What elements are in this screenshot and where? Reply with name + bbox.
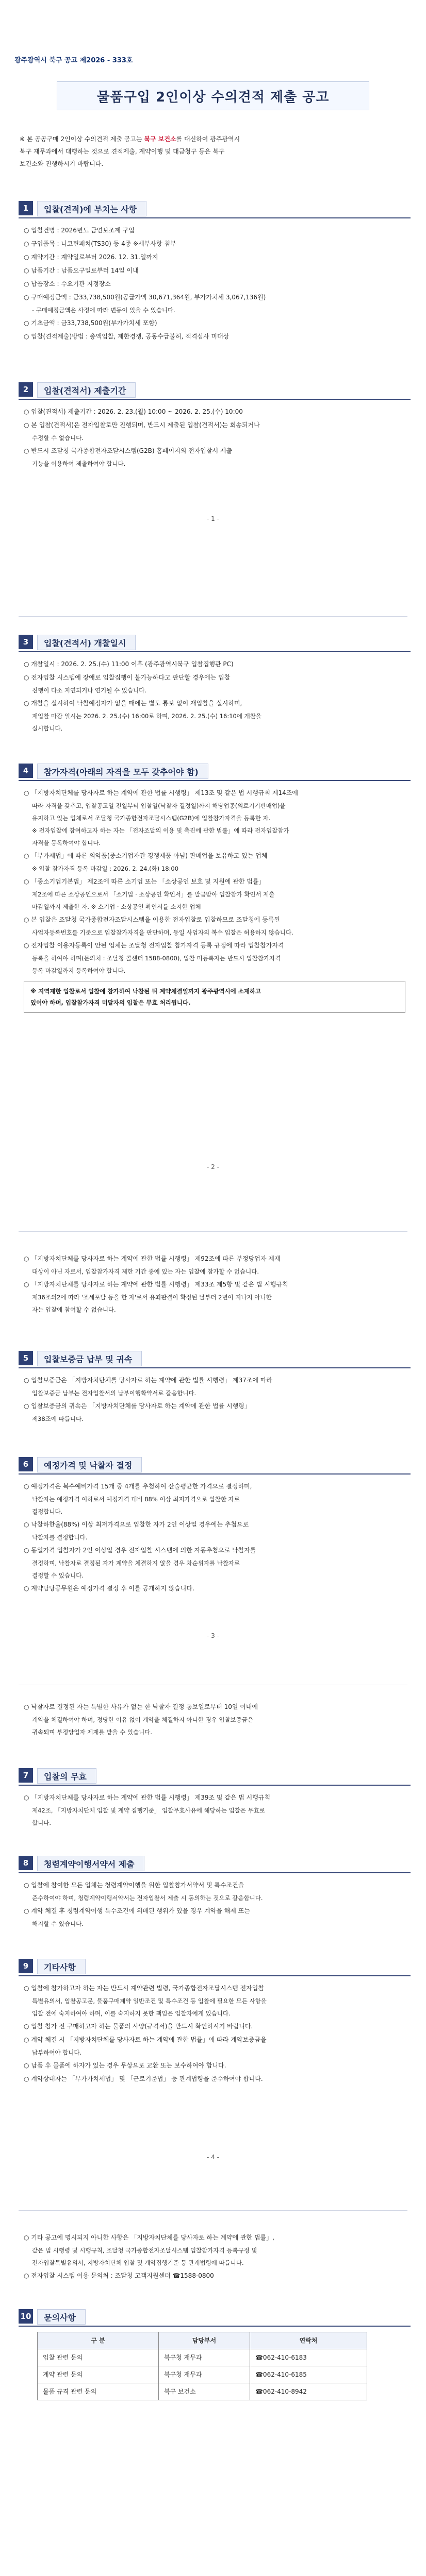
notice-line: 등록 마감일까지 등록하여야 합니다. [32, 967, 126, 974]
notice-line: ○ 동일가격 입찰자가 2인 이상일 경우 전자입찰 시스템에 의한 자동추첨으로 낙찰자를 [24, 1547, 256, 1554]
notice-line: ※ 전자입찰에 참여하고자 하는 자는 「전자조달의 이용 및 촉진에 관한 법률」에 따라 전자입찰참가 [32, 827, 289, 834]
notice-line: ○ 전자입찰 시스템에 장애로 입찰집행이 불가능하다고 판단할 경우에는 입찰 [24, 674, 231, 681]
notice-line: ○ 입찰건명 : 2026년도 금연보조제 구입 [24, 227, 135, 234]
notice-line: 결정합니다. [32, 1508, 63, 1515]
notice-line: ○ 「부가세법」에 따른 의약품(중소기업자간 경쟁제품 아님) 판매업을 보유하고 있는 업체 [24, 852, 268, 859]
section-title: 입찰(견적)에 부치는 사항 [37, 201, 146, 216]
notice-line: ○ 입찰 참가 전 구매하고자 하는 물품의 사양(규격서)을 반드시 확인하시기 바랍니다. [24, 2023, 253, 2030]
table-header-row [38, 2332, 367, 2349]
section-number: 7 [19, 1768, 33, 1783]
section-8 [19, 1855, 411, 1930]
notice-line: 입찰보증금 납부는 전자입찰서의 납부이행확약서로 갈음합니다. [32, 1389, 196, 1397]
notice-line: 제2조에 따른 소상공인으로서 「소기업 · 소상공인 확인서」를 발급받아 입찰참가 확인서 제출 [32, 891, 275, 898]
notice-line: ○ 계약 체결 시 「지방자치단체를 당사자로 하는 계약에 관한 법률」에 따라 계약보증금을 [24, 2036, 267, 2043]
section-number: 10 [19, 2309, 33, 2324]
notice-line: 결정하며, 낙찰자로 결정된 자가 계약을 체결하지 않을 경우 차순위자를 낙찰자로 [32, 1560, 240, 1567]
notice-line: ○ 구매예정금액 : 금33,738,500원(공급가액 30,671,364원, 부가가치세 3,067,136원) [24, 294, 266, 301]
notice-line: 낙찰자를 결정합니다. [32, 1534, 88, 1541]
intro-line: 북구 재무과에서 대행하는 것으로 견적제출, 계약이행 및 대금청구 등은 북구 [20, 148, 225, 155]
notice-line: 마감일까지 제출한 자. ※ 소기업 · 소상공인 확인서를 소지한 업체 [32, 903, 201, 910]
notice-line: ○ 전자입찰 이용자등록이 안된 업체는 조달청 전자입찰 참가자격 등록 규정에 따라 입찰참가자격 [24, 942, 284, 949]
notice-line: 제42조, 「지방자치단체 입찰 및 계약 집행기준」 입찰무효사유에 해당하는 입찰은 무효로 [32, 1807, 265, 1814]
section-header [19, 762, 411, 781]
section-title: 입찰보증금 납부 및 귀속 [37, 1351, 142, 1366]
section-number: 3 [19, 635, 33, 649]
notice-line: 실시합니다. [32, 725, 63, 732]
section-header [19, 1958, 411, 1976]
notice-line: ○ 납품 후 물품에 하자가 있는 경우 무상으로 교환 또는 보수하여야 합니다. [24, 2062, 226, 2069]
notice-line: 결정할 수 있습니다. [32, 1572, 84, 1579]
notice-line: 같은 법 시행령 및 시행규칙, 조달청 국가종합전자조달시스템 입찰참가자격 등록규정 및 [32, 2247, 257, 2254]
notice-line: ○ 예정가격은 복수예비가격 15개 중 4개를 추첨하여 산술평균한 가격으로 결정하며, [24, 1483, 252, 1490]
notice-line: ○ 구입품목 : 니코틴패치(TS30) 등 4종 ※세부사항 첨부 [24, 240, 176, 247]
section-header [19, 634, 411, 652]
table-cell: 북구청 재무과 [158, 2366, 250, 2383]
section-number: 4 [19, 764, 33, 778]
table-cell: 물품 규격 관련 문의 [38, 2383, 159, 2400]
notice-line: ○ 기타 공고에 명시되지 아니한 사항은 「지방자치단체를 당사자로 하는 계약에 관한 법률」, [24, 2234, 274, 2241]
notice-line: 계약을 체결하여야 하며, 정당한 이유 없이 계약을 체결하지 아니한 경우 입찰보증금은 [32, 1716, 254, 1723]
notice-line: ○ 입찰에 참가하고자 하는 자는 반드시 계약관련 법령, 국가종합전자조달시스템 전자입찰 [24, 1985, 264, 1992]
section-title: 입찰(견적서) 제출기간 [37, 382, 136, 398]
notice-line: ○ 계약 체결 후 청렴계약이행 특수조건에 위배된 행위가 있을 경우 계약을 해제 또는 [24, 1907, 250, 1914]
section-title: 청렴계약이행서약서 제출 [37, 1856, 144, 1871]
section-title: 기타사항 [37, 1959, 86, 1974]
table-row [38, 2383, 367, 2400]
notice-line: ○ 반드시 조달청 국가종합전자조달시스템(G2B) 홈페이지의 전자입찰서 제출 [24, 447, 233, 454]
table-row [38, 2349, 367, 2366]
title-box [57, 81, 369, 110]
notice-line: 따라 자격을 갖추고, 입찰공고일 전일부터 입찰일(낙찰자 결정일)까지 해당업종(의료기기판매업)을 [32, 802, 286, 809]
notice-line: 사업자등록번호를 기준으로 입찰참가자격을 판단하며, 동일 사업자의 복수 입찰은 허용하지 않습니다. [32, 929, 293, 936]
section-number: 6 [19, 1457, 33, 1471]
page-mark: - 4 - [207, 2154, 219, 2161]
notice-line: ○ 기초금액 : 금33,738,500원(부가가치세 포함) [24, 319, 157, 327]
notice-line: 특별유의서, 입찰공고문, 물품구매계약 일반조건 및 특수조건 등 입찰에 필요한 모든 사항을 [32, 1997, 267, 2005]
section-6 [19, 1456, 411, 1595]
notice-line: ○ 입찰에 참여한 모든 업체는 청렴계약이행을 위한 입찰참가서약서 및 특수조건을 [24, 1882, 244, 1889]
notice-line: ○ 낙찰자로 결정된 자는 특별한 사유가 없는 한 낙찰자 결정 통보일로부터 10일 이내에 [24, 1703, 258, 1710]
notice-line: ○ 납품기간 : 납품요구일로부터 14일 이내 [24, 267, 139, 274]
section-5 [19, 1350, 411, 1425]
page4-content [19, 2231, 411, 2282]
notice-line: 전자입찰특별유의서, 지방자치단체 입찰 및 계약집행기준 등 관계법령에 따릅니다. [32, 2259, 244, 2266]
table-cell: 북구 보건소 [158, 2383, 250, 2400]
notice-line: ○ 계약상대자는 「부가가치세법」 및 「근로기준법」 등 관계법령을 준수하여야 합니다. [24, 2075, 263, 2082]
notice-line: ○ 본 입찰(견적서)은 전자입찰로만 진행되며, 반드시 제출된 입찰(견적서)는 회송되거나 [24, 421, 260, 429]
notice-line: 준수하여야 하며, 청렴계약이행서약서는 전자입찰서 제출 시 동의하는 것으로 갈음합니다. [32, 1894, 263, 1902]
notice-line: 귀속되며 부정당업자 제재를 받을 수 있습니다. [32, 1728, 153, 1736]
notice-line: 낙찰자는 예정가격 이하로서 예정가격 대비 88% 이상 최저가격으로 입찰한 자로 [32, 1496, 240, 1503]
intro-note [20, 133, 406, 170]
section-header [19, 1350, 411, 1368]
notice-line: ○ 계약기간 : 계약일로부터 2026. 12. 31.일까지 [24, 253, 158, 261]
page-mark: - 1 - [207, 515, 219, 522]
notice-line: 제38조에 따릅니다. [32, 1415, 84, 1422]
notice-line: ○ 개찰일시 : 2026. 2. 25.(수) 11:00 이후 (광주광역시북구 입찰집행관 PC) [24, 660, 234, 668]
page2-content [19, 1252, 411, 1316]
section-header [19, 2308, 411, 2327]
section-4 [19, 762, 411, 1013]
table-header-cell: 담당부서 [158, 2332, 250, 2349]
notice-line: ○ 「지방자치단체를 당사자로 하는 계약에 관한 법률 시행령」 제39조 및 같은 법 시행규칙 [24, 1794, 271, 1801]
section-9 [19, 1958, 411, 2086]
table-cell: 입찰 관련 문의 [38, 2349, 159, 2366]
section-title: 문의사항 [37, 2309, 86, 2325]
notice-line: ○ 입찰보증금은 「지방자치단체를 당사자로 하는 계약에 관한 법률 시행령」 제37조에 따라 [24, 1377, 273, 1384]
page-mark: - 2 - [207, 1163, 219, 1171]
notice-line: ※ 입찰 참가자격 등록 마감일 : 2026. 2. 24.(화) 18:00 [32, 865, 179, 872]
section-number: 5 [19, 1351, 33, 1365]
notice-number: 광주광역시 북구 공고 제2026 - 333호 [14, 57, 133, 64]
page-divider [19, 1231, 407, 1232]
notice-line: 자는 입찰에 참여할 수 없습니다. [32, 1306, 116, 1313]
notice-line: ○ 「지방자치단체를 당사자로 하는 계약에 관한 법률 시행령」 제13조 및 같은 법 시행규칙 제14조에 [24, 789, 298, 796]
notice-warning-box [24, 981, 405, 1013]
section-3 [19, 634, 411, 735]
notice-line: 해지할 수 있습니다. [32, 1920, 84, 1927]
table-cell: 북구청 재무과 [158, 2349, 250, 2366]
notice-line: 대상이 아닌 자로서, 입찰참가자격 제한 기간 중에 있는 자는 입찰에 참가할 수 없습니다. [32, 1268, 259, 1275]
warning-line: ※ 지역제한 입찰로서 입찰에 참가하여 낙찰된 뒤 계약체결일까지 광주광역시에 소재하고 [30, 988, 261, 995]
notice-line: ○ 「지방자치단체를 당사자로 하는 계약에 관한 법률 시행령」 제33조 제5항 및 같은 법 시행규칙 [24, 1281, 288, 1288]
notice-line: 재입찰 마감 일시는 2026. 2. 25.(수) 16:00로 하며, 2026. 2. 25.(수) 16:10에 개찰을 [32, 713, 261, 720]
notice-line: ○ 개찰을 실시하여 낙찰예정자가 없을 때에는 별도 통보 없이 재입찰을 실시하며, [24, 700, 242, 707]
notice-line: ○ 납품장소 : 수요기관 지정장소 [24, 280, 111, 287]
table-cell: ☎062-410-8942 [250, 2383, 367, 2400]
section-number: 2 [19, 382, 33, 397]
section-number: 1 [19, 201, 33, 215]
notice-line: 등록을 하여야 하며(문의처 : 조달청 콜센터 1588-0800), 입찰 미등록자는 반드시 입찰참가자격 [32, 955, 281, 962]
notice-line: 기능을 이용하여 제출하여야 합니다. [32, 460, 126, 467]
contact-table [37, 2332, 367, 2400]
page3-content [19, 1700, 411, 1738]
table-cell: 계약 관련 문의 [38, 2366, 159, 2383]
notice-line: 수정할 수 없습니다. [32, 434, 84, 442]
section-title: 입찰의 무효 [37, 1768, 96, 1784]
intro-line: ※ 본 공공구매 2인이상 수의견적 제출 공고는 북구 보건소를 대신하여 광주광역시 [20, 135, 240, 143]
notice-line: ○ 입찰(견적서) 제출기간 : 2026. 2. 23.(월) 10:00 ~ 2026. 2. 25.(수) 10:00 [24, 408, 243, 415]
notice-line: 납부하여야 합니다. [32, 2049, 82, 2056]
table-cell: ☎062-410-6185 [250, 2366, 367, 2383]
notice-line: ○ 「중소기업기본법」 제2조에 따른 소기업 또는 「소상공인 보호 및 지원에 관한 법률」 [24, 878, 265, 885]
table-cell: ☎062-410-6183 [250, 2349, 367, 2366]
page-title: 물품구입 2인이상 수의견적 제출 공고 [96, 89, 330, 105]
notice-line: 자격을 등록하여야 합니다. [32, 839, 101, 846]
notice-line: ○ 계약담당공무원은 예정가격 결정 후 이를 공개하지 않습니다. [24, 1585, 194, 1592]
table-header-cell: 연락처 [250, 2332, 367, 2349]
page-mark: - 3 - [207, 1632, 219, 1639]
notice-line: 합니다. [32, 1819, 51, 1826]
section-header [19, 200, 411, 218]
notice-line: 제36조의2에 따라 '조세포탈 등을 한 자'로서 유죄판결이 확정된 날부터 2년이 지나지 아니한 [32, 1294, 272, 1301]
notice-line: - 구매예정금액은 사정에 따라 변동이 있을 수 있습니다. [32, 307, 175, 314]
section-7 [19, 1767, 411, 1829]
section-2 [19, 381, 411, 470]
table-header-cell: 구 분 [38, 2332, 159, 2349]
notice-line: ○ 본 입찰은 조달청 국가종합전자조달시스템을 이용한 전자입찰로 입찰하므로 조달청에 등록된 [24, 916, 280, 923]
page-divider [19, 616, 407, 617]
section-header [19, 1855, 411, 1873]
notice-line: ○ 입찰보증금의 귀속은 「지방자치단체를 당사자로 하는 계약에 관한 법률 시행령」 [24, 1402, 251, 1410]
notice-line: ○ 낙찰하한율(88%) 이상 최저가격으로 입찰한 자가 2인 이상일 경우에는 추첨으로 [24, 1521, 249, 1528]
warning-line: 있어야 하며, 입찰참가자격 미달자의 입찰은 무효 처리됩니다. [30, 999, 191, 1006]
section-1 [19, 200, 411, 343]
notice-line: ○ 전자입찰 시스템 이용 문의처 : 조달청 고객지원센터 ☎1588-0800 [24, 2272, 214, 2279]
notice-line: 유지하고 있는 업체로서 조달청 국가종합전자조달시스템(G2B)에 입찰참가자격을 등록한 자. [32, 815, 271, 822]
section-number: 9 [19, 1959, 33, 1973]
notice-line: ○ 입찰(견적제출)방법 : 총액입찰, 제한경쟁, 공동수급불허, 적격심사 미대상 [24, 333, 230, 340]
page-divider [19, 2210, 407, 2211]
section-header [19, 1456, 411, 1475]
notice-line: ○ 「지방자치단체를 당사자로 하는 계약에 관한 법률 시행령」 제92조에 따른 부정당업자 제재 [24, 1255, 281, 1262]
notice-line: 진행이 다소 지연되거나 연기될 수 있습니다. [32, 687, 146, 694]
section-title: 예정가격 및 낙찰자 결정 [37, 1457, 142, 1472]
intro-line: 보건소와 진행하시기 바랍니다. [20, 160, 104, 167]
section-header [19, 1767, 411, 1786]
table-row [38, 2366, 367, 2383]
section-title: 참가자격(아래의 자격을 모두 갖추어야 함) [37, 764, 208, 779]
section-number: 8 [19, 1856, 33, 1870]
section-10 [19, 2308, 411, 2400]
section-title: 입찰(견적서) 개찰일시 [37, 635, 136, 650]
notice-line: 입찰 전에 숙지하여야 하며, 이를 숙지하지 못한 책임은 입찰자에게 있습니다. [32, 2010, 231, 2017]
section-header [19, 381, 411, 400]
